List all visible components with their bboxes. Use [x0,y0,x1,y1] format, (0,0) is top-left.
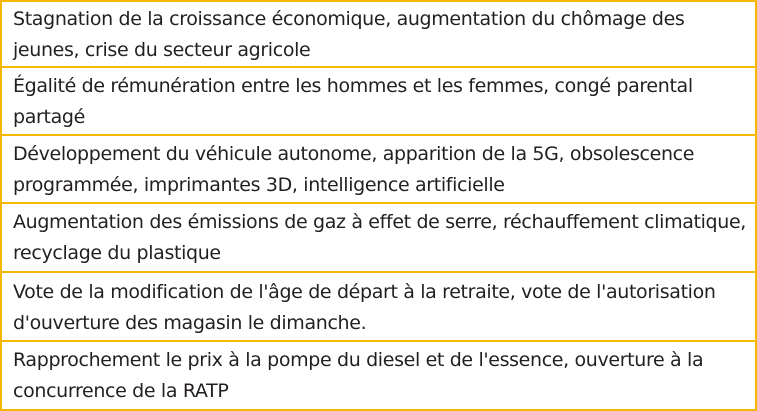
table-cell [2,204,755,269]
row-text-line2: concurrence de la RATP [13,380,229,402]
table-cell [2,273,755,339]
row-text-line1: Stagnation de la croissance économique, augmentation du chômage des [13,8,685,30]
table-row-technological [0,136,757,204]
row-text-line2: programmée, imprimantes 3D, intelligence artificielle [13,174,505,196]
table-row-economic [0,0,757,68]
row-text-line2: recyclage du plastique [13,242,221,264]
row-text-line1: Développement du véhicule autonome, apparition de la 5G, obsolescence [13,143,695,165]
row-text-line1: Augmentation des émissions de gaz à effet de serre, réchauffement climatique, [13,211,746,233]
row-text-line2: jeunes, crise du secteur agricole [13,39,311,61]
row-text-line2: d'ouverture des magasin le dimanche. [13,312,367,334]
table-cell [2,68,755,133]
table-cell [2,2,755,66]
table-row-ecological [0,204,757,273]
row-text-line1: Vote de la modification de l'âge de départ à la retraite, vote de l'autorisation [13,281,716,303]
table-cell [2,136,755,201]
table-cell [2,342,755,407]
row-text-line1: Rapprochement le prix à la pompe du diesel et de l'essence, ouverture à la [13,349,704,371]
table-row-social [0,68,757,136]
table-row-political [0,273,757,342]
row-text-line1: Égalité de rémunération entre les hommes et les femmes, congé parental [13,75,693,97]
table-row-legal [0,342,757,411]
row-text-line2: partagé [13,106,85,128]
